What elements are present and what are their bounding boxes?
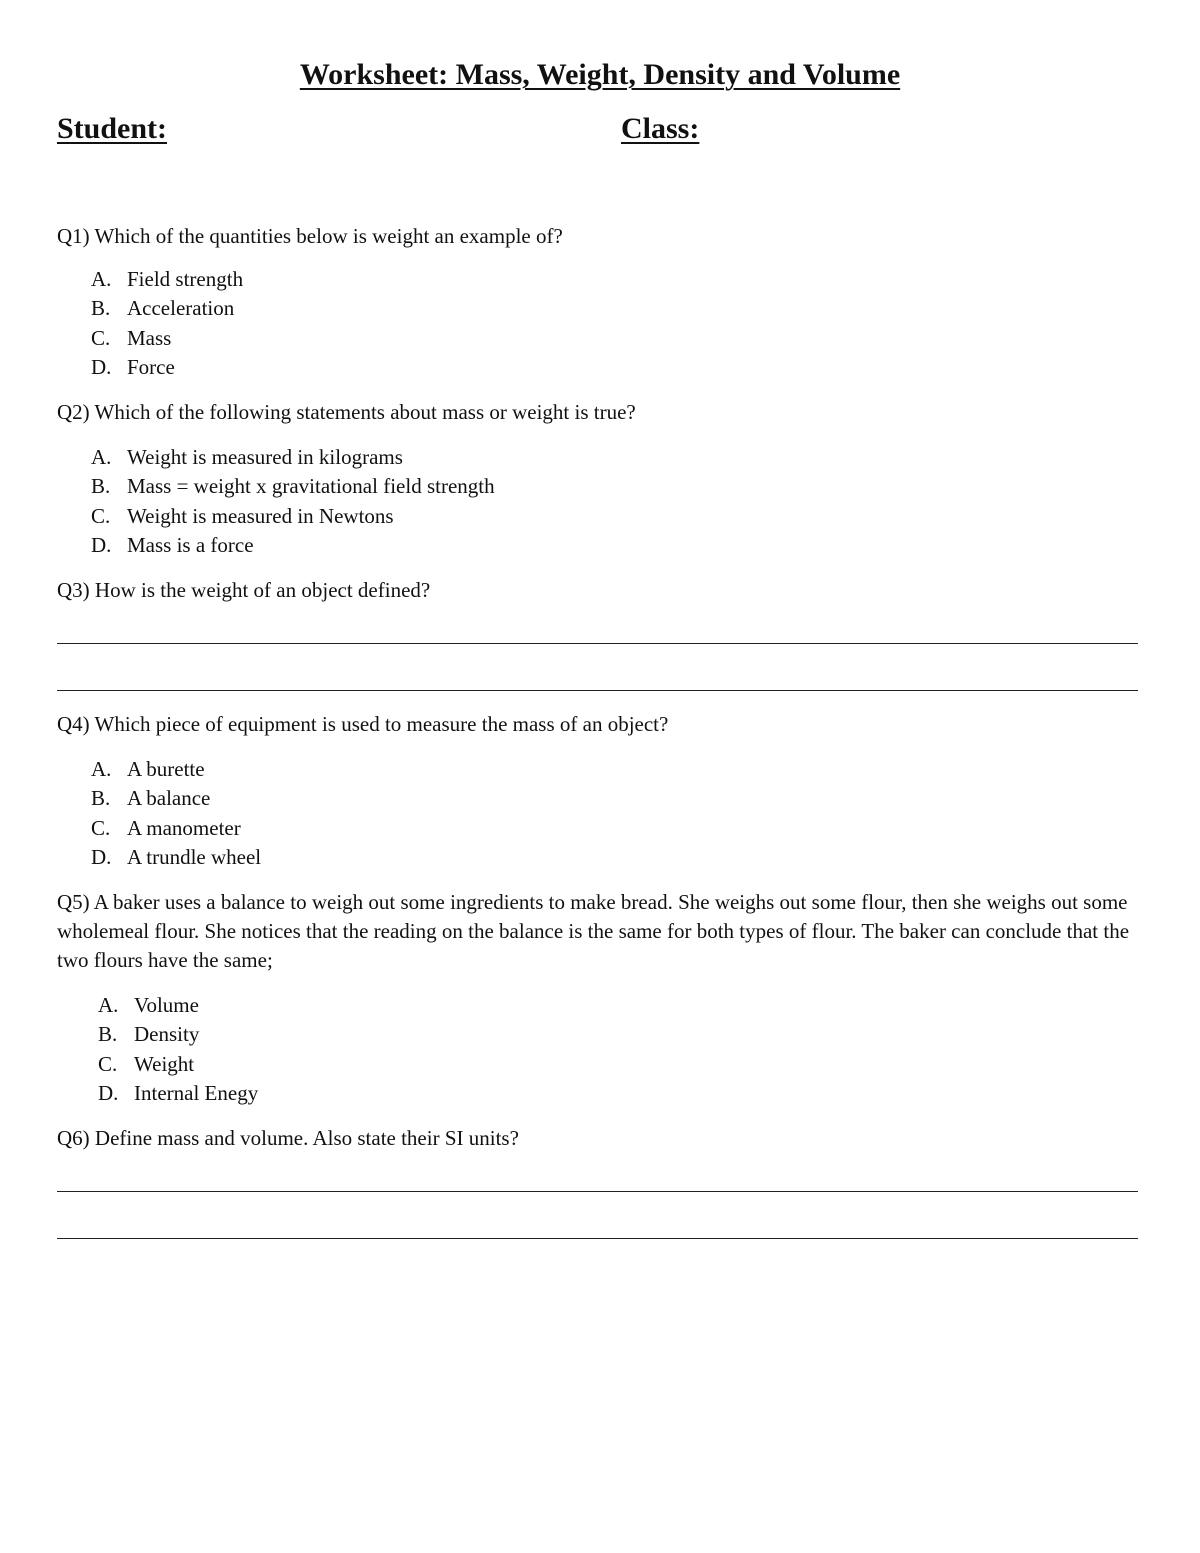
option-letter: C. bbox=[98, 1051, 118, 1076]
option-text: Weight bbox=[134, 1051, 195, 1076]
option-text: Force bbox=[127, 354, 175, 379]
option-text: Mass = weight x gravitational field strength bbox=[127, 474, 495, 499]
option-text: A trundle wheel bbox=[127, 844, 262, 869]
class-label: Class: bbox=[621, 112, 700, 145]
option-item[interactable] bbox=[91, 472, 495, 501]
student-label: Student: bbox=[57, 112, 168, 145]
question-5-text: Q5) A baker uses a balance to weigh out some ingredients to make bread. She weighs out some flour, then she weighs out some wholemeal flour. She notices that the reading on the balance is the same for both types of flour. The baker can conclude that the two flours have the same; bbox=[57, 890, 1130, 972]
option-letter: B. bbox=[91, 786, 111, 811]
option-text: A manometer bbox=[127, 815, 241, 840]
question-1-options bbox=[91, 265, 243, 382]
option-letter: D. bbox=[98, 1080, 119, 1105]
option-text: A burette bbox=[127, 757, 205, 781]
option-letter: A. bbox=[98, 993, 119, 1017]
option-letter: D. bbox=[91, 354, 112, 379]
option-item[interactable] bbox=[98, 991, 258, 1020]
answer-line[interactable] bbox=[57, 1191, 1138, 1192]
option-item[interactable] bbox=[91, 443, 495, 472]
option-item[interactable] bbox=[91, 265, 243, 294]
answer-line[interactable] bbox=[57, 643, 1138, 644]
option-item[interactable] bbox=[98, 1050, 258, 1079]
option-item[interactable] bbox=[98, 1079, 258, 1108]
question-1-text: Q1) Which of the quantities below is weight an example of? bbox=[57, 224, 563, 248]
question-6-text: Q6) Define mass and volume. Also state their SI units? bbox=[57, 1126, 519, 1150]
question-5-options bbox=[98, 991, 258, 1108]
option-item[interactable] bbox=[91, 814, 261, 843]
question-4-options bbox=[91, 755, 261, 872]
option-text: Acceleration bbox=[127, 296, 235, 321]
option-item[interactable] bbox=[91, 502, 495, 531]
option-letter: A. bbox=[91, 267, 112, 291]
option-text: Field strength bbox=[127, 267, 244, 291]
option-text: Weight is measured in Newtons bbox=[127, 503, 394, 528]
option-letter: C. bbox=[91, 325, 111, 350]
option-letter: B. bbox=[91, 296, 111, 321]
option-item[interactable] bbox=[91, 294, 243, 323]
option-letter: B. bbox=[98, 1022, 118, 1047]
option-item[interactable] bbox=[91, 784, 261, 813]
option-letter: C. bbox=[91, 503, 111, 528]
option-text: Internal Enegy bbox=[134, 1080, 259, 1105]
answer-line[interactable] bbox=[57, 1238, 1138, 1239]
option-item[interactable] bbox=[91, 531, 495, 560]
option-letter: D. bbox=[91, 532, 112, 557]
option-text: Weight is measured in kilograms bbox=[127, 445, 403, 469]
option-letter: B. bbox=[91, 474, 111, 499]
option-letter: C. bbox=[91, 815, 111, 840]
option-text: Mass is a force bbox=[127, 532, 254, 557]
question-4-text: Q4) Which piece of equipment is used to measure the mass of an object? bbox=[57, 712, 669, 736]
option-item[interactable] bbox=[91, 353, 243, 382]
option-item[interactable] bbox=[91, 843, 261, 872]
option-letter: A. bbox=[91, 757, 112, 781]
option-text: Mass bbox=[127, 325, 172, 350]
option-letter: A. bbox=[91, 445, 112, 469]
option-item[interactable] bbox=[98, 1020, 258, 1049]
question-2-text: Q2) Which of the following statements about mass or weight is true? bbox=[57, 400, 636, 424]
option-text: Density bbox=[134, 1022, 200, 1047]
answer-line[interactable] bbox=[57, 690, 1138, 691]
option-letter: D. bbox=[91, 844, 112, 869]
option-text: Volume bbox=[134, 993, 199, 1017]
question-3-text: Q3) How is the weight of an object defined? bbox=[57, 578, 431, 602]
option-item[interactable] bbox=[91, 755, 261, 784]
worksheet-title: Worksheet: Mass, Weight, Density and Volume bbox=[299, 58, 901, 91]
question-2-options bbox=[91, 443, 495, 560]
option-text: A balance bbox=[127, 786, 211, 811]
option-item[interactable] bbox=[91, 324, 243, 353]
